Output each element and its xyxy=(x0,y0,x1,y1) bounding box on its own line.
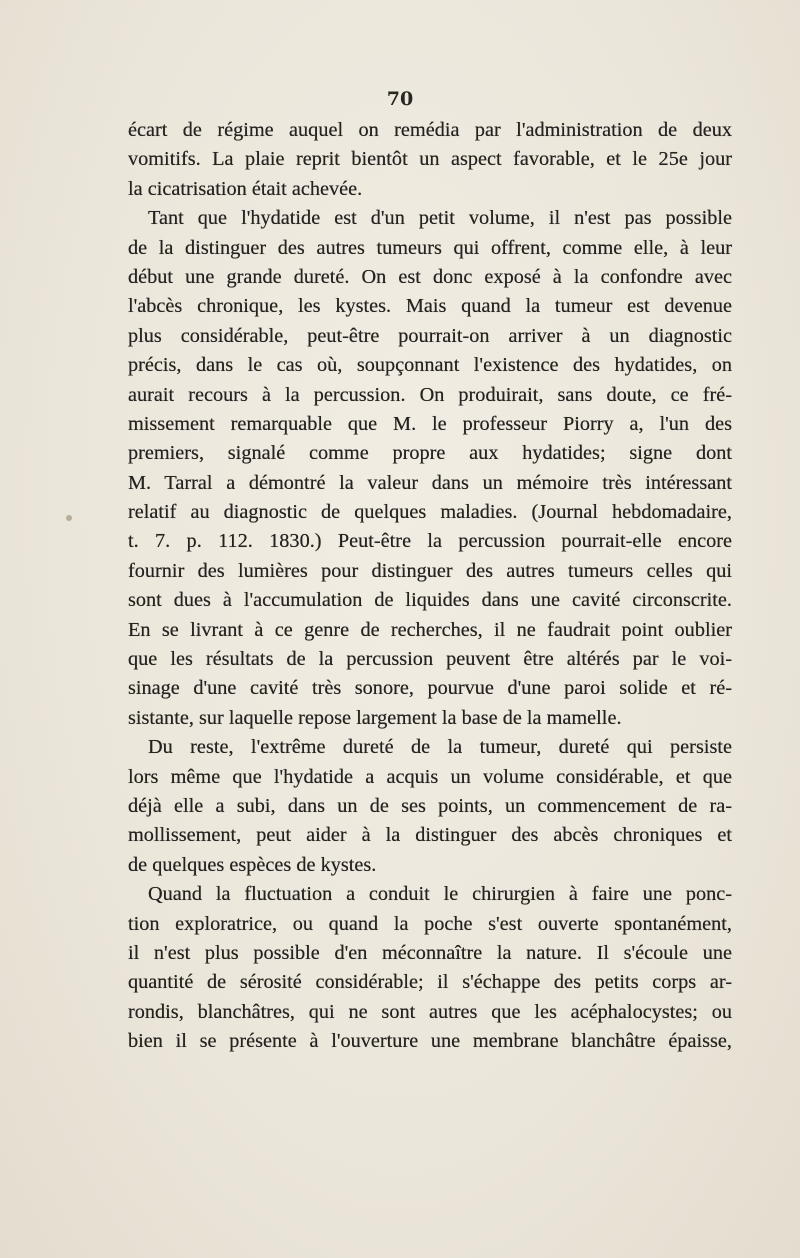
text-line: écart de régime auquel on remédia par l'administration de deux xyxy=(128,119,732,141)
text-line: M. Tarral a démontré la valeur dans un mémoire très intéressant xyxy=(128,471,732,494)
text-line: bien il se présente à l'ouverture une membrane blanchâtre épaisse, xyxy=(128,1030,732,1053)
text-line: Tant que l'hydatide est d'un petit volume, il n'est pas possible xyxy=(148,207,732,230)
text-line: sinage d'une cavité très sonore, pourvue d'une paroi solide et ré- xyxy=(128,677,732,700)
text-line: sont dues à l'accumulation de liquides dans une cavité circonscrite. xyxy=(128,589,732,612)
page-number: 70 xyxy=(386,88,414,110)
text-line: fournir des lumières pour distinguer des autres tumeurs celles qui xyxy=(128,559,732,582)
text-line: vomitifs. La plaie reprit bientôt un aspect favorable, et le 25e jour xyxy=(128,148,732,171)
text-line: Du reste, l'extrême dureté de la tumeur, dureté qui persiste xyxy=(148,736,732,759)
text-line: missement remarquable que M. le professeur Piorry a, l'un des xyxy=(128,412,732,435)
text-line: Quand la fluctuation a conduit le chirurgien à faire une ponc- xyxy=(148,883,732,906)
text-line: que les résultats de la percussion peuvent être altérés par le voi- xyxy=(128,648,732,671)
text-line: t. 7. p. 112. 1830.) Peut-être la percussion pourrait-elle encore xyxy=(128,530,732,553)
body-text xyxy=(128,116,732,1057)
text-line: quantité de sérosité considérable; il s'échappe des petits corps ar- xyxy=(128,971,732,994)
text-line: En se livrant à ce genre de recherches, il ne faudrait point oublier xyxy=(128,618,732,641)
text-line: tion exploratrice, ou quand la poche s'est ouverte spontanément, xyxy=(128,912,732,935)
text-line: relatif au diagnostic de quelques maladies. (Journal hebdomadaire, xyxy=(128,501,732,524)
text-line: rondis, blanchâtres, qui ne sont autres que les acéphalocystes; ou xyxy=(128,1000,732,1023)
text-line: de quelques espèces de kystes. xyxy=(128,853,377,876)
text-line: début une grande dureté. On est donc exposé à la confondre avec xyxy=(128,265,732,288)
text-line: plus considérable, peut-être pourrait-on arriver à un diagnostic xyxy=(128,324,732,347)
text-line: sistante, sur laquelle repose largement la base de la mamelle. xyxy=(128,706,622,729)
text-line: précis, dans le cas où, soupçonnant l'existence des hydatides, on xyxy=(128,354,732,377)
text-line: lors même que l'hydatide a acquis un volume considérable, et que xyxy=(128,765,732,788)
text-line: mollissement, peut aider à la distinguer des abcès chroniques et xyxy=(128,824,732,847)
paper-spot xyxy=(66,515,72,521)
text-line: la cicatrisation était achevée. xyxy=(128,177,363,200)
text-line: premiers, signalé comme propre aux hydatides; signe dont xyxy=(128,442,732,465)
text-line: aurait recours à la percussion. On produirait, sans doute, ce fré- xyxy=(128,383,732,406)
text-line: l'abcès chronique, les kystes. Mais quand la tumeur est devenue xyxy=(128,295,732,318)
text-line: il n'est plus possible d'en méconnaître la nature. Il s'écoule une xyxy=(128,941,732,964)
text-line: déjà elle a subi, dans un de ses points, un commencement de ra- xyxy=(128,794,732,817)
text-line: de la distinguer des autres tumeurs qui offrent, comme elle, à leur xyxy=(128,236,732,259)
